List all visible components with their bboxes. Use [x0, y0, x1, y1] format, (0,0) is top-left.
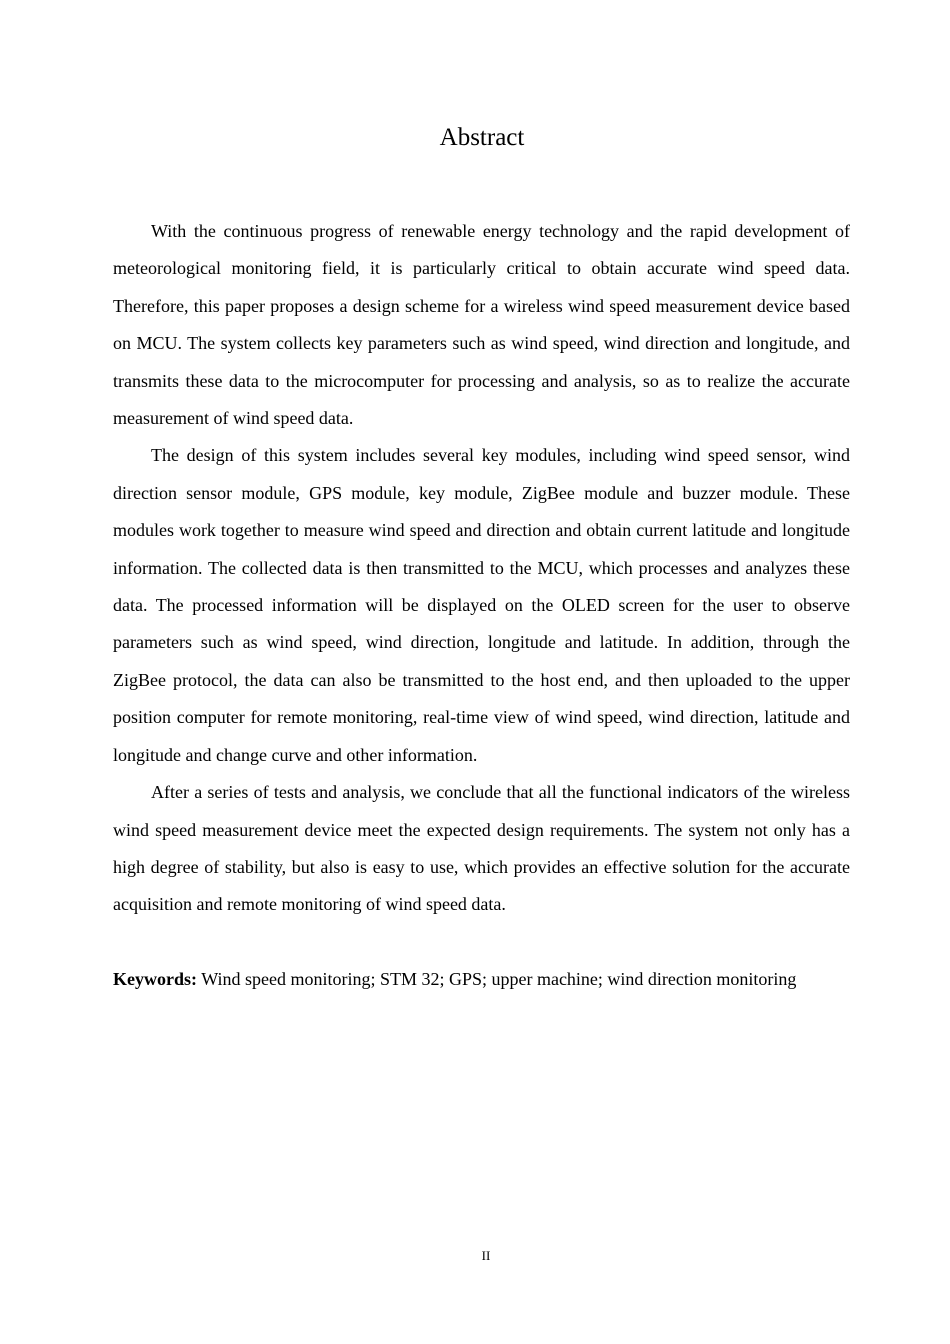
abstract-paragraph-3: After a series of tests and analysis, we conclude that all the functional indicators of the wireless wind speed measurement device meet the expected design requirements. The system not only has a high degree of stability, but also is easy to use, which provides an effective solution for the accurate acquisition and remote monitoring of wind speed data.	[113, 782, 850, 915]
abstract-paragraph-1: With the continuous progress of renewable energy technology and the rapid development of meteorological monitoring field, it is particularly critical to obtain accurate wind speed data. Therefore, this paper proposes a design scheme for a wireless wind speed measurement device based on MCU. The system collects key parameters such as wind speed, wind direction and longitude, and transmits these data to the microcomputer for processing and analysis, so as to realize the accurate measurement of wind speed data.	[113, 221, 850, 429]
keywords-line	[113, 961, 873, 998]
abstract-body	[113, 213, 850, 924]
keywords-label: Keywords:	[113, 969, 197, 989]
keywords-text: Wind speed monitoring; STM 32; GPS; upper machine; wind direction monitoring	[201, 969, 797, 989]
page-title: Abstract	[439, 124, 525, 151]
page-number: II	[481, 1248, 491, 1263]
abstract-paragraph-2: The design of this system includes several key modules, including wind speed sensor, wind direction sensor module, GPS module, key module, ZigBee module and buzzer module. These modules work together to measure wind speed and direction and obtain current latitude and longitude information. The collected data is then transmitted to the MCU, which processes and analyzes these data. The processed information will be displayed on the OLED screen for the user to observe parameters such as wind speed, wind direction, longitude and latitude. In addition, through the ZigBee protocol, the data can also be transmitted to the host end, and then uploaded to the upper position computer for remote monitoring, real-time view of wind speed, wind direction, latitude and longitude and change curve and other information.	[113, 445, 850, 765]
